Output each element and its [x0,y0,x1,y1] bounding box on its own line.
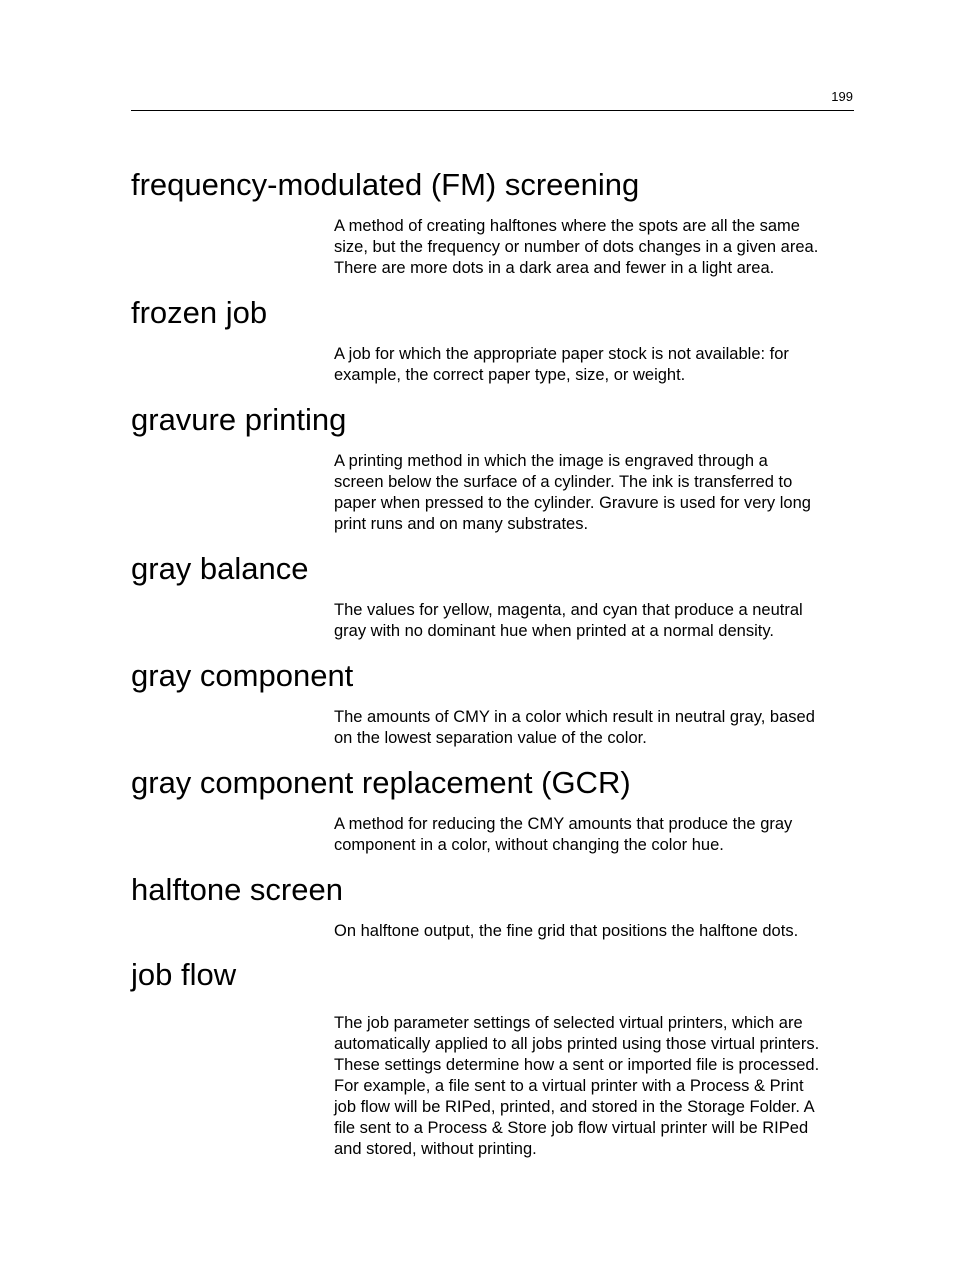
glossary-entry-fm-screening [131,167,854,279]
entry-term: gray component replacement (GCR) [131,765,631,800]
entry-definition: The job parameter settings of selected virtual printers, which are automatically applied to all jobs printed using those virtual printers. These settings determine how a sent or imported file is processed. For example, a file sent to a virtual printer with a Process & Print job flow will be RIPed, printed, and stored in the Storage Folder. A file sent to a Process & Store job flow virtual printer will be RIPed and stored, without printing. [334,1014,820,1158]
glossary-entry-gray-balance [131,551,854,642]
glossary-entry-gray-component [131,658,854,749]
page-number: 199 [831,89,853,104]
glossary-entry-frozen-job [131,295,854,386]
entry-definition: A printing method in which the image is engraved through a screen below the surface of a cylinder. The ink is transferred to paper when pressed to the cylinder. Gravure is used for very long print runs and on many substrates. [334,452,811,533]
glossary-entry-job-flow [131,957,854,1160]
entry-term: gray component [131,658,354,693]
entry-definition: A method for reducing the CMY amounts that produce the gray component in a color, without changing the color hue. [334,815,793,854]
entry-definition: A method of creating halftones where the spots are all the same size, but the frequency or number of dots changes in a given area. There are more dots in a dark area and fewer in a light area. [334,217,819,277]
header-rule [131,110,854,111]
entry-definition: On halftone output, the fine grid that positions the halftone dots. [334,922,799,940]
glossary-entry-gravure-printing [131,402,854,535]
entry-definition: The amounts of CMY in a color which result in neutral gray, based on the lowest separation value of the color. [334,708,815,747]
entry-term: gray balance [131,551,309,586]
entry-term: halftone screen [131,872,343,907]
glossary-entry-halftone-screen [131,872,854,942]
entry-definition: A job for which the appropriate paper stock is not available: for example, the correct paper type, size, or weight. [334,345,789,384]
entry-term: job flow [131,957,237,992]
glossary-entry-gcr [131,765,854,856]
entry-term: gravure printing [131,402,347,437]
entry-definition: The values for yellow, magenta, and cyan that produce a neutral gray with no dominant hue when printed at a normal density. [334,601,803,640]
entry-term: frequency-modulated (FM) screening [131,167,640,202]
entry-term: frozen job [131,295,268,330]
